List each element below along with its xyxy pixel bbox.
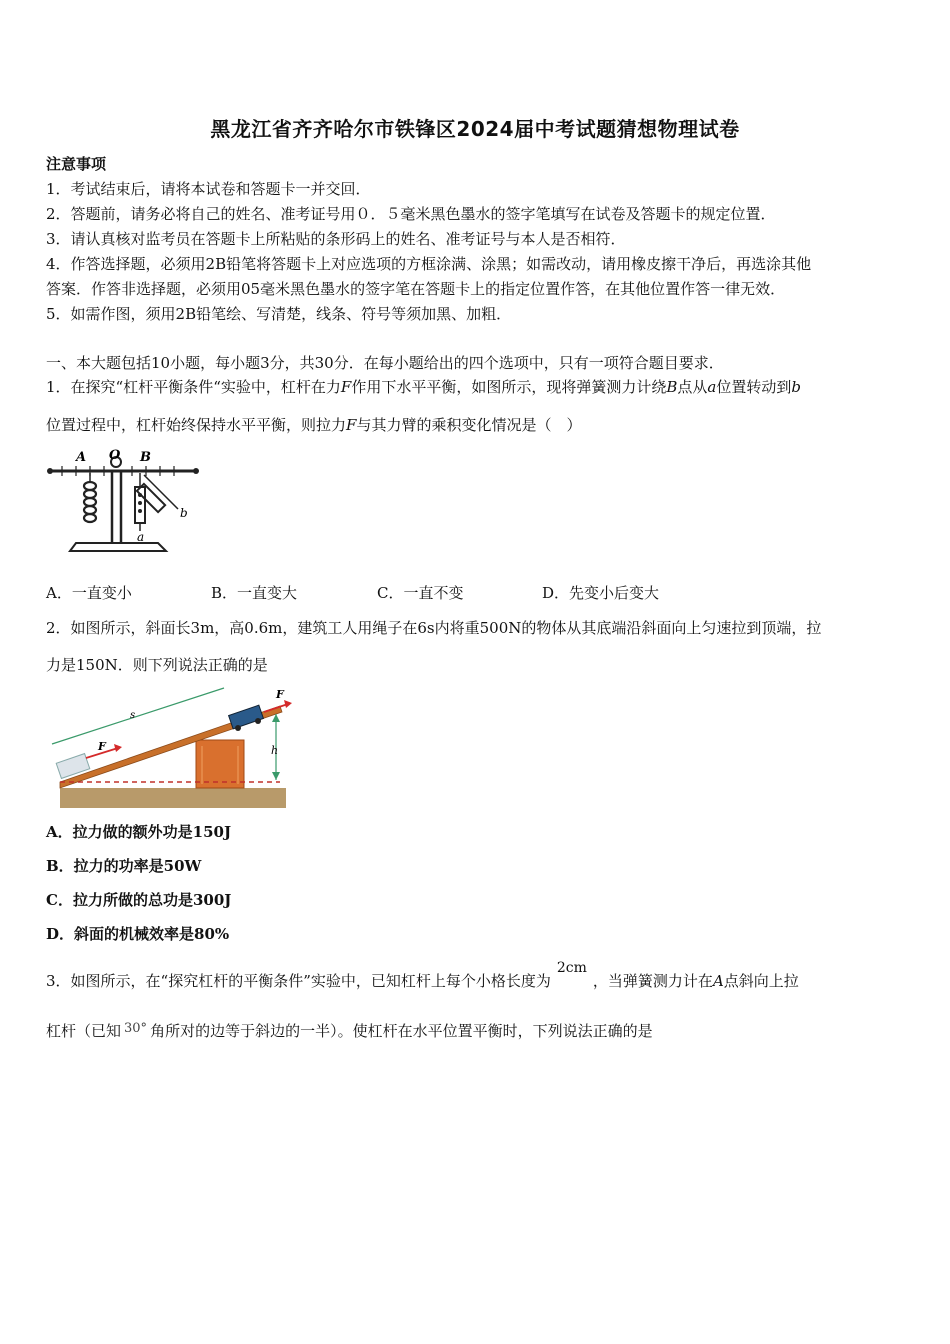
page-title: 黑龙江省齐齐哈尔市铁锋区2024届中考试题猜想物理试卷 — [210, 117, 740, 141]
q2-option-a: A．拉力做的额外功是150J — [46, 823, 232, 841]
notice-item: 答案．作答非选择题，必须用05毫米黑色墨水的签字笔在答题卡上的指定位置作答，在其他位置作答一律无效． — [46, 280, 786, 298]
label-h: h — [271, 744, 279, 757]
q2-line2: 力是150N．则下列说法正确的是 — [46, 656, 268, 674]
q1-option-d: D．先变小后变大 — [542, 584, 660, 602]
notice-item: 1．考试结束后，请将本试卷和答题卡一并交回． — [46, 180, 371, 198]
notice-item: 5．如需作图，须用2B铅笔绘、写清楚，线条、符号等须加黑、加粗． — [46, 305, 512, 323]
q2-option-c: C．拉力所做的总功是300J — [46, 891, 232, 909]
notice-item: 3．请认真核对监考员在答题卡上所粘贴的条形码上的姓名、准考证号与本人是否相符． — [46, 230, 626, 248]
q3-line1: 3．如图所示，在“探究杠杆的平衡条件”实验中，已知杠杆上每个小格长度为2cm，当弹簧测力计在A点斜向上拉 — [46, 960, 799, 990]
q3-length: 2cm — [556, 960, 587, 976]
notice-item: 4．作答选择题，必须用2B铅笔将答题卡上对应选项的方框涂满、涂黑；如需改动，请用橡皮擦干净后，再选涂其他 — [46, 255, 812, 273]
lever-figure — [46, 447, 201, 557]
label-F-top: F — [276, 688, 284, 701]
q1-option-a: A．一直变小 — [46, 584, 132, 602]
label-a: a — [137, 530, 145, 544]
q1-option-b: B．一直变大 — [211, 584, 298, 602]
notice-item: 2．答题前，请务必将自己的姓名、准考证号用０．５毫米黑色墨水的签字笔填写在试卷及答题卡的规定位置． — [46, 205, 776, 223]
label-s: s — [130, 710, 136, 721]
notice-heading: 注意事项 — [46, 155, 107, 173]
q3-angle: 30° — [124, 1021, 148, 1036]
label-O: O — [109, 448, 121, 463]
section-heading: 一、本大题包括10小题，每小题3分，共30分．在每小题给出的四个选项中，只有一项符合题目要求． — [46, 354, 724, 372]
label-B: B — [140, 450, 151, 465]
q1-line2: 位置过程中，杠杆始终保持水平平衡，则拉力F与其力臂的乘积变化情况是（ ） — [46, 416, 582, 434]
q1-line1: 1．在探究“杠杆平衡条件“实验中，杠杆在力F作用下水平平衡，如图所示，现将弹簧测力计绕B点从a位置转动到b — [46, 378, 801, 396]
label-A: A — [76, 450, 87, 465]
incline-figure — [44, 684, 292, 812]
q1-option-c: C．一直不变 — [377, 584, 464, 602]
q2-line1: 2．如图所示，斜面长3m，高0.6m，建筑工人用绳子在6s内将重500N的物体从其底端沿斜面向上匀速拉到顶端，拉 — [46, 619, 822, 637]
q2-option-b: B．拉力的功率是50W — [46, 857, 202, 875]
label-b: b — [180, 506, 188, 520]
label-F-bottom: F — [98, 740, 106, 753]
q3-line2: 杠杆（已知 30° 角所对的边等于斜边的一半）。使杠杆在水平位置平衡时，下列说法正确的是 — [46, 1021, 653, 1040]
q2-option-d: D．斜面的机械效率是80% — [46, 925, 230, 943]
